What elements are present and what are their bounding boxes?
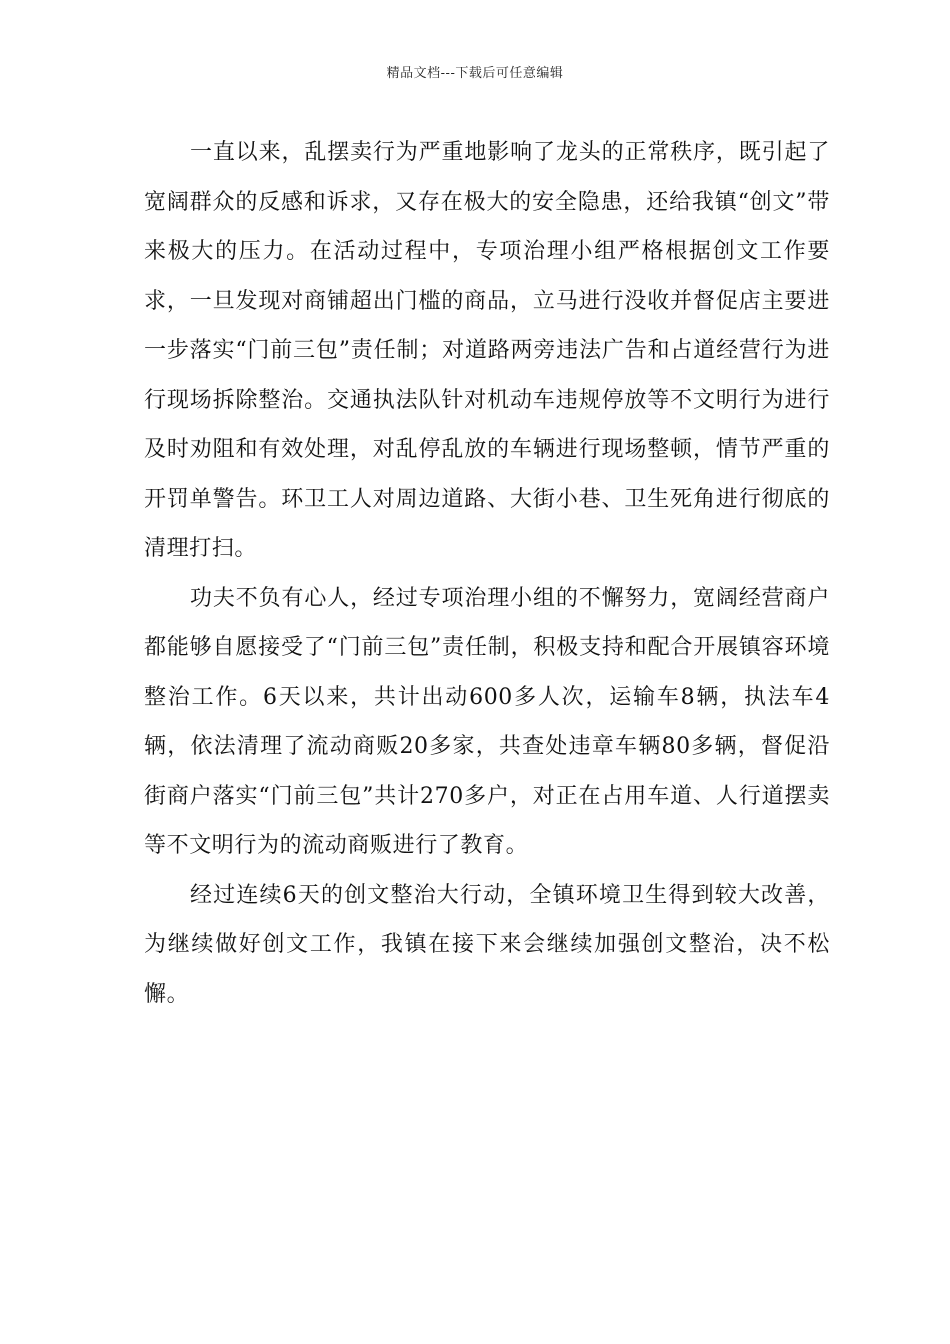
document-body: [144, 128, 830, 1019]
paragraph-1: 一直以来，乱摆卖行为严重地影响了龙头的正常秩序，既引起了宽阔群众的反感和诉求，又存在极大的安全隐患，还给我镇“创文”带来极大的压力。在活动过程中，专项治理小组严格根据创文工作要求，一旦发现对商铺超出门槛的商品，立马进行没收并督促店主要进一步落实“门前三包”责任制；对道路两旁违法广告和占道经营行为进行现场拆除整治。交通执法队针对机动车违规停放等不文明行为进行及时劝阻和有效处理，对乱停乱放的车辆进行现场整顿，情节严重的开罚单警告。环卫工人对周边道路、大街小巷、卫生死角进行彻底的清理打扫。: [144, 140, 830, 561]
paragraph-3: 经过连续6天的创文整治大行动，全镇环境卫生得到较大改善，为继续做好创文工作，我镇在接下来会继续加强创文整治，决不松懈。: [144, 882, 830, 1007]
page-header: 精品文档---下载后可任意编辑: [386, 66, 564, 81]
paragraph-2: 功夫不负有心人，经过专项治理小组的不懈努力，宽阔经营商户都能够自愿接受了“门前三包”责任制，积极支持和配合开展镇容环境整治工作。6天以来，共计出动600多人次，运输车8辆，执法车4辆，依法清理了流动商贩20多家，共查处违章车辆80多辆，督促沿街商户落实“门前三包”共计270多户，对正在占用车道、人行道摆卖等不文明行为的流动商贩进行了教育。: [144, 585, 830, 858]
